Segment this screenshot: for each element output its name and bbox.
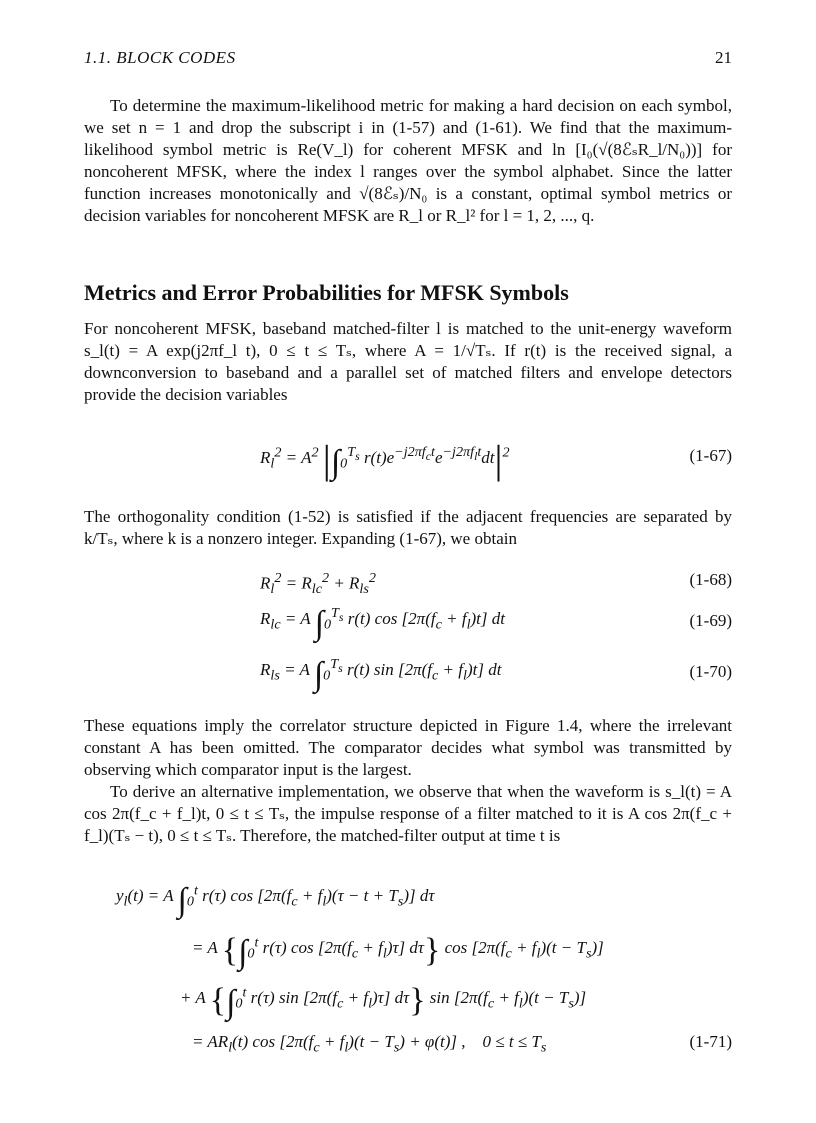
- equation-1-68: [84, 570, 732, 600]
- equation-number-1-69: (1-69): [689, 611, 732, 630]
- page-number: 21: [715, 48, 732, 67]
- equation-1-71-line-4: = $AR_l(t)$ $\cos [2\pi(f_c + f_l)(t - T_s) + \varphi(t)]$ , $0 \le t \le T_s$: [192, 1032, 547, 1056]
- equation-1-67: [84, 436, 732, 486]
- equation-number-1-70: (1-70): [689, 662, 732, 681]
- running-header-section: 1.1. BLOCK CODES: [84, 48, 236, 67]
- equation-number-1-67: (1-67): [689, 446, 732, 465]
- equation-number-1-71: (1-71): [689, 1032, 732, 1051]
- equation-1-67-body: $R_l^2 = A^2$ $|\int_0^{T_s}$ $r(t)e^{-j2\pi f_ct}e^{-j2\pi f_lt}dt|^2$: [260, 437, 510, 482]
- paragraph-correlator: These equations imply the correlator structure depicted in Figure 1.4, where the irrelevant constant A has been omitted. The comparator decides what symbol was transmitted by observing which comparator input is the largest.: [84, 716, 732, 779]
- equation-1-71-line-3: + A {$\int_0^t$ r(τ) $\sin [2\pi(f_c + f_l)\tau]$ dτ} $\sin [2\pi(f_c + f_l)(t - T_s)]$: [180, 982, 587, 1021]
- paragraph-noncoherent-mfsk: For noncoherent MFSK, baseband matched-filter l is matched to the unit-energy waveform s_l(t) = A exp(j2πf_l t), 0 ≤ t ≤ Tₛ, where A = 1/√Tₛ. If r(t) is the received signal, a downconversion to baseband and a parallel set of matched filters and envelope detectors provide the decision variables: [84, 319, 732, 404]
- equation-1-68-body: $R_l^2 = R_{lc}^2 + R_{ls}^2$: [260, 570, 376, 598]
- section-title: Metrics and Error Probabilities for MFSK Symbols: [84, 280, 569, 305]
- paragraph-metric-intro: To determine the maximum-likelihood metric for making a hard decision on each symbol, we set n = 1 and drop the subscript i in (1-57) and (1-61). We find that the maximum-likelihood symbol metric is Re(V_l) for coherent MFSK and ln [I₀(√(8ℰₛR_l/N₀))] for noncoherent MFSK, where the index l ranges over the symbol alphabet. Since the latter function increases monotonically and √(8ℰₛ)/N₀ is a constant, optimal symbol metrics or decision variables for noncoherent MFSK are R_l or R_l² for l = 1, 2, ..., q.: [84, 96, 732, 225]
- equation-1-71-line-2: = A {$\int_0^t$ r(τ) $\cos [2\pi(f_c + f_l)\tau]$ dτ} $\cos [2\pi(f_c + f_l)(t - T_s)]$: [192, 932, 604, 971]
- equation-1-71-line-1: $y_l(t) = A$ $\int_0^t$ r(τ) $\cos [2\pi(f_c + f_l)(\tau - t + T_s)]$ dτ: [116, 882, 435, 919]
- paragraph-matched-filter: To derive an alternative implementation, we observe that when the waveform is s_l(t) = A cos 2π(f_c + f_l)t, 0 ≤ t ≤ Tₛ, the impulse response of a filter matched to it is A cos 2π(f_c + f_l)(Tₛ − t), 0 ≤ t ≤ Tₛ. Therefore, the matched-filter output at time t is: [84, 782, 732, 845]
- paragraph-orthogonality: The orthogonality condition (1-52) is satisfied if the adjacent frequencies are separated by k/Tₛ, where k is a nonzero integer. Expanding (1-67), we obtain: [84, 507, 732, 548]
- equation-1-70-body: $R_{ls} = A$ $\int_0^{T_s}$ r(t) $\sin [2\pi(f_c + f_l)t]$ dt: [260, 656, 502, 693]
- running-header: [84, 48, 732, 72]
- equation-1-71: [84, 882, 732, 1062]
- equation-1-69: [84, 605, 732, 645]
- equation-1-69-body: $R_{lc} = A$ $\int_0^{T_s}$ r(t) $\cos [2\pi(f_c + f_l)t]$ dt: [260, 605, 505, 642]
- equation-number-1-68: (1-68): [689, 570, 732, 589]
- equation-1-70: [84, 656, 732, 696]
